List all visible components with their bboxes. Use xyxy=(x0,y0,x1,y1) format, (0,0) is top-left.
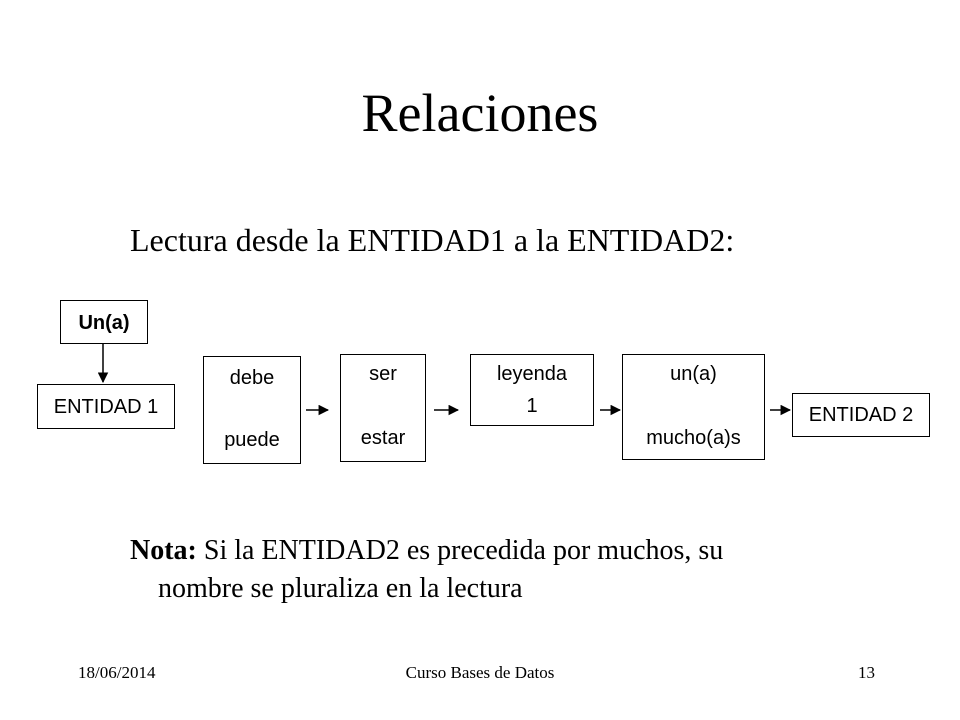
entity2-label: ENTIDAD 2 xyxy=(808,404,914,426)
cardinality-line1: un(a) xyxy=(670,363,717,385)
legend-line1: leyenda xyxy=(496,363,568,385)
verb-line2: puede xyxy=(224,429,280,451)
legend-line2: 1 xyxy=(526,395,538,417)
copula-line1: ser xyxy=(369,363,397,385)
entity1-label: ENTIDAD 1 xyxy=(53,396,159,418)
verb-box xyxy=(203,356,301,464)
footer-date: 18/06/2014 xyxy=(78,663,156,682)
entity1-box xyxy=(37,384,175,429)
copula-box xyxy=(340,354,426,462)
cardinality-box xyxy=(622,354,765,460)
copula-line2: estar xyxy=(360,427,406,449)
footer-course: Curso Bases de Datos xyxy=(405,663,555,682)
note-line2: nombre se pluraliza en la lectura xyxy=(158,573,523,604)
note-label: Nota: xyxy=(130,535,197,566)
cardinality-line2: mucho(a)s xyxy=(646,427,741,449)
slide-title: Relaciones xyxy=(361,83,599,143)
note xyxy=(130,532,870,608)
cardinality-top-label: Un(a) xyxy=(78,312,130,334)
slide-subtitle: Lectura desde la ENTIDAD1 a la ENTIDAD2: xyxy=(130,222,735,258)
footer-page-number: 13 xyxy=(858,663,875,682)
cardinality-top-box xyxy=(60,300,148,344)
note-line1: Si la ENTIDAD2 es precedida por muchos, su xyxy=(196,535,724,566)
legend-box xyxy=(470,354,594,426)
entity2-box xyxy=(792,393,930,437)
verb-line1: debe xyxy=(229,367,275,389)
